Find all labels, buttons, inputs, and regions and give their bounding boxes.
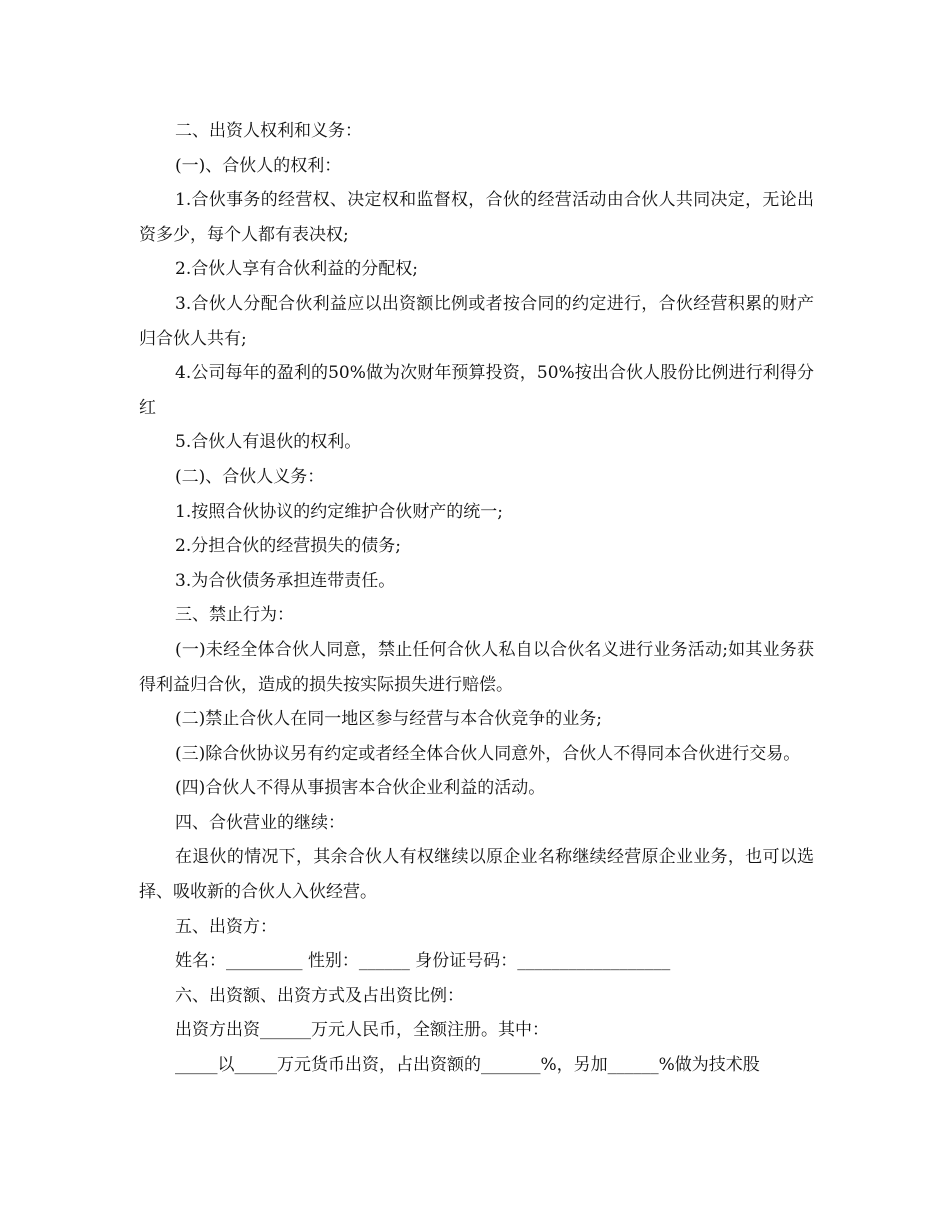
subsection-heading-partner-rights: (一)、合伙人的权利： (175, 155, 342, 176)
prohibited-item-2: (二)禁止合伙人在同一地区参与经营与本合伙竞争的业务; (175, 709, 602, 730)
continuation-paragraph: 在退伙的情况下，其余合伙人有权继续以原企业名称继续经营原企业业务，也可以选择、吸收新的合伙人入伙经营。 (139, 847, 814, 903)
section-heading-rights-obligations: 二、出资人权利和义务： (175, 121, 362, 141)
section-heading-prohibited-acts: 三、禁止行为： (175, 605, 294, 626)
subsection-heading-partner-obligations: (二)、合伙人义务： (175, 466, 325, 487)
capital-breakdown-line: _____以_____万元货币出资，占出资额的_______%，另加______%做为技术股 (175, 1055, 760, 1076)
rights-item-5: 5.合伙人有退伙的权利。 (175, 432, 362, 453)
prohibited-item-3: (三)除合伙协议另有约定或者经全体合伙人同意外，合伙人不得同本合伙进行交易。 (175, 743, 801, 764)
obligations-item-3: 3.为合伙债务承担连带责任。 (175, 570, 396, 591)
document-body (139, 114, 814, 1083)
rights-item-3: 3.合伙人分配合伙利益应以出资额比例或者按合同的约定进行，合伙经营积累的财产归合伙人共有; (139, 293, 814, 349)
rights-item-4: 4.公司每年的盈利的50%做为次财年预算投资，50%按出合伙人股份比例进行利得分红 (139, 363, 814, 418)
rights-item-2: 2.合伙人享有合伙利益的分配权; (175, 259, 418, 280)
investor-info-line: 姓名：_________ 性别：______ 身份证号码：__________________ (175, 951, 671, 972)
obligations-item-2: 2.分担合伙的经营损失的债务; (175, 536, 401, 557)
section-heading-business-continuation: 四、合伙营业的继续： (175, 812, 345, 833)
obligations-item-1: 1.按照合伙协议的约定维护合伙财产的统一; (175, 501, 503, 522)
capital-total-line: 出资方出资______万元人民币，全额注册。其中： (175, 1020, 549, 1041)
section-heading-capital-contribution: 六、出资额、出资方式及占出资比例： (175, 985, 464, 1006)
prohibited-item-1: (一)未经全体合伙人同意，禁止任何合伙人私自以合伙名义进行业务活动;如其业务获得利益归合伙，造成的损失按实际损失进行赔偿。 (139, 639, 814, 695)
section-heading-investors: 五、出资方： (175, 916, 277, 937)
rights-item-1: 1.合伙事务的经营权、决定权和监督权，合伙的经营活动由合伙人共同决定，无论出资多少，每个人都有表决权; (139, 190, 814, 245)
prohibited-item-4: (四)合伙人不得从事损害本合伙企业利益的活动。 (175, 778, 546, 799)
